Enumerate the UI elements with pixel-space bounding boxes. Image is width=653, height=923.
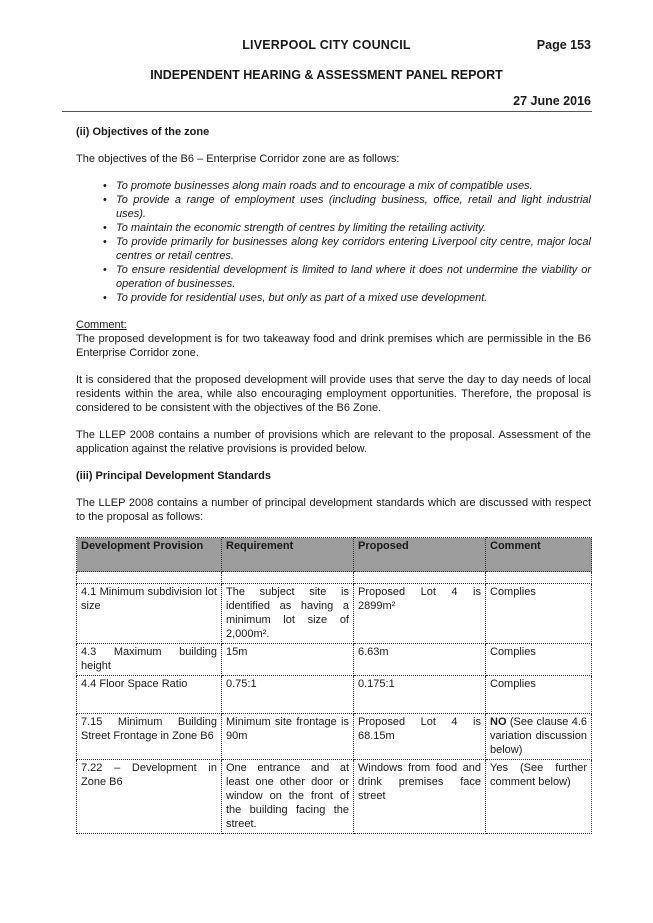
- comment-text: The proposed development is for two takeaway food and drink premises which are permissible in the B6 Enterprise Corridor zone.: [76, 333, 591, 359]
- comment-cell: Complies: [486, 644, 592, 676]
- requirement-cell: 0.75:1: [222, 676, 354, 714]
- provision-cell: 7.22 – Development in Zone B6: [77, 760, 222, 834]
- comment-cell: [486, 714, 592, 760]
- objective-item: • To provide a range of employment uses (including business, office, retail and light industrial uses).: [76, 193, 591, 221]
- provision-cell: 4.4 Floor Space Ratio: [77, 676, 222, 714]
- table-row: [77, 676, 592, 714]
- comment-cell: Complies: [486, 584, 592, 644]
- requirement-cell: One entrance and at least one other door or window on the front of the building facing the street.: [222, 760, 354, 834]
- column-header-requirement: Requirement: [222, 538, 354, 572]
- objective-item: • To ensure residential development is limited to land where it does not undermine the viability or operation of businesses.: [76, 263, 591, 291]
- objective-item: • To promote businesses along main roads and to encourage a mix of compatible uses.: [76, 179, 591, 193]
- report-date: 27 June 2016: [513, 94, 591, 108]
- objectives-list: [76, 179, 591, 305]
- objectives-heading: (ii) Objectives of the zone: [76, 126, 210, 138]
- page-number: Page 153: [536, 38, 591, 52]
- requirement-cell: 15m: [222, 644, 354, 676]
- standards-heading: (iii) Principal Development Standards: [76, 470, 271, 482]
- comment-status: NO: [490, 716, 507, 728]
- council-name: LIVERPOOL CITY COUNCIL: [242, 38, 411, 52]
- comment-cell: Yes (See further comment below): [486, 760, 592, 834]
- table-row: [77, 584, 592, 644]
- standards-intro: The LLEP 2008 contains a number of principal development standards which are discussed with respect to the proposal as follows:: [76, 497, 591, 523]
- proposed-cell: 6.63m: [354, 644, 486, 676]
- objective-item: • To maintain the economic strength of centres by limiting the retailing activity.: [76, 221, 591, 235]
- table-row: [77, 760, 592, 834]
- requirement-cell: Minimum site frontage is 90m: [222, 714, 354, 760]
- provision-cell: 4.1 Minimum subdivision lot size: [77, 584, 222, 644]
- proposed-cell: Windows from food and drink premises face street: [354, 760, 486, 834]
- proposed-cell: Proposed Lot 4 is 68.15m: [354, 714, 486, 760]
- requirement-cell: The subject site is identified as having a minimum lot size of 2,000m².: [222, 584, 354, 644]
- table-row: [77, 714, 592, 760]
- column-header-comment: Comment: [486, 538, 592, 572]
- table-row: [77, 644, 592, 676]
- provision-cell: 4.3 Maximum building height: [77, 644, 222, 676]
- objectives-intro: The objectives of the B6 – Enterprise Corridor zone are as follows:: [76, 153, 400, 165]
- proposed-cell: Proposed Lot 4 is 2899m²: [354, 584, 486, 644]
- comment-note: (See clause 4.6 variation discussion below): [490, 716, 587, 756]
- report-title: INDEPENDENT HEARING & ASSESSMENT PANEL REPORT: [150, 68, 503, 82]
- provision-cell: 7.15 Minimum Building Street Frontage in Zone B6: [77, 714, 222, 760]
- objective-item: • To provide for residential uses, but only as part of a mixed use development.: [76, 291, 591, 305]
- consistency-paragraph: It is considered that the proposed development will provide uses that serve the day to day needs of local residents within the area, while also encouraging employment opportunities. Therefore, the proposal is considered to be consistent with the objectives of the B6 Zone.: [76, 374, 591, 414]
- provisions-paragraph: The LLEP 2008 contains a number of provisions which are relevant to the proposal. Assessment of the application against the relative provisions is provided below.: [76, 429, 591, 455]
- standards-table: [76, 537, 592, 834]
- report-body: [76, 125, 591, 834]
- table-spacer-row: [77, 572, 592, 584]
- column-header-provision: Development Provision: [77, 538, 222, 572]
- column-header-proposed: Proposed: [354, 538, 486, 572]
- comment-label: Comment:: [76, 319, 127, 331]
- proposed-cell: 0.175:1: [354, 676, 486, 714]
- objective-item: • To provide primarily for businesses along key corridors entering Liverpool city centre, major local centres or retail centres.: [76, 235, 591, 263]
- comment-cell: Complies: [486, 676, 592, 714]
- header-divider: [62, 111, 592, 112]
- table-header-row: [77, 538, 592, 572]
